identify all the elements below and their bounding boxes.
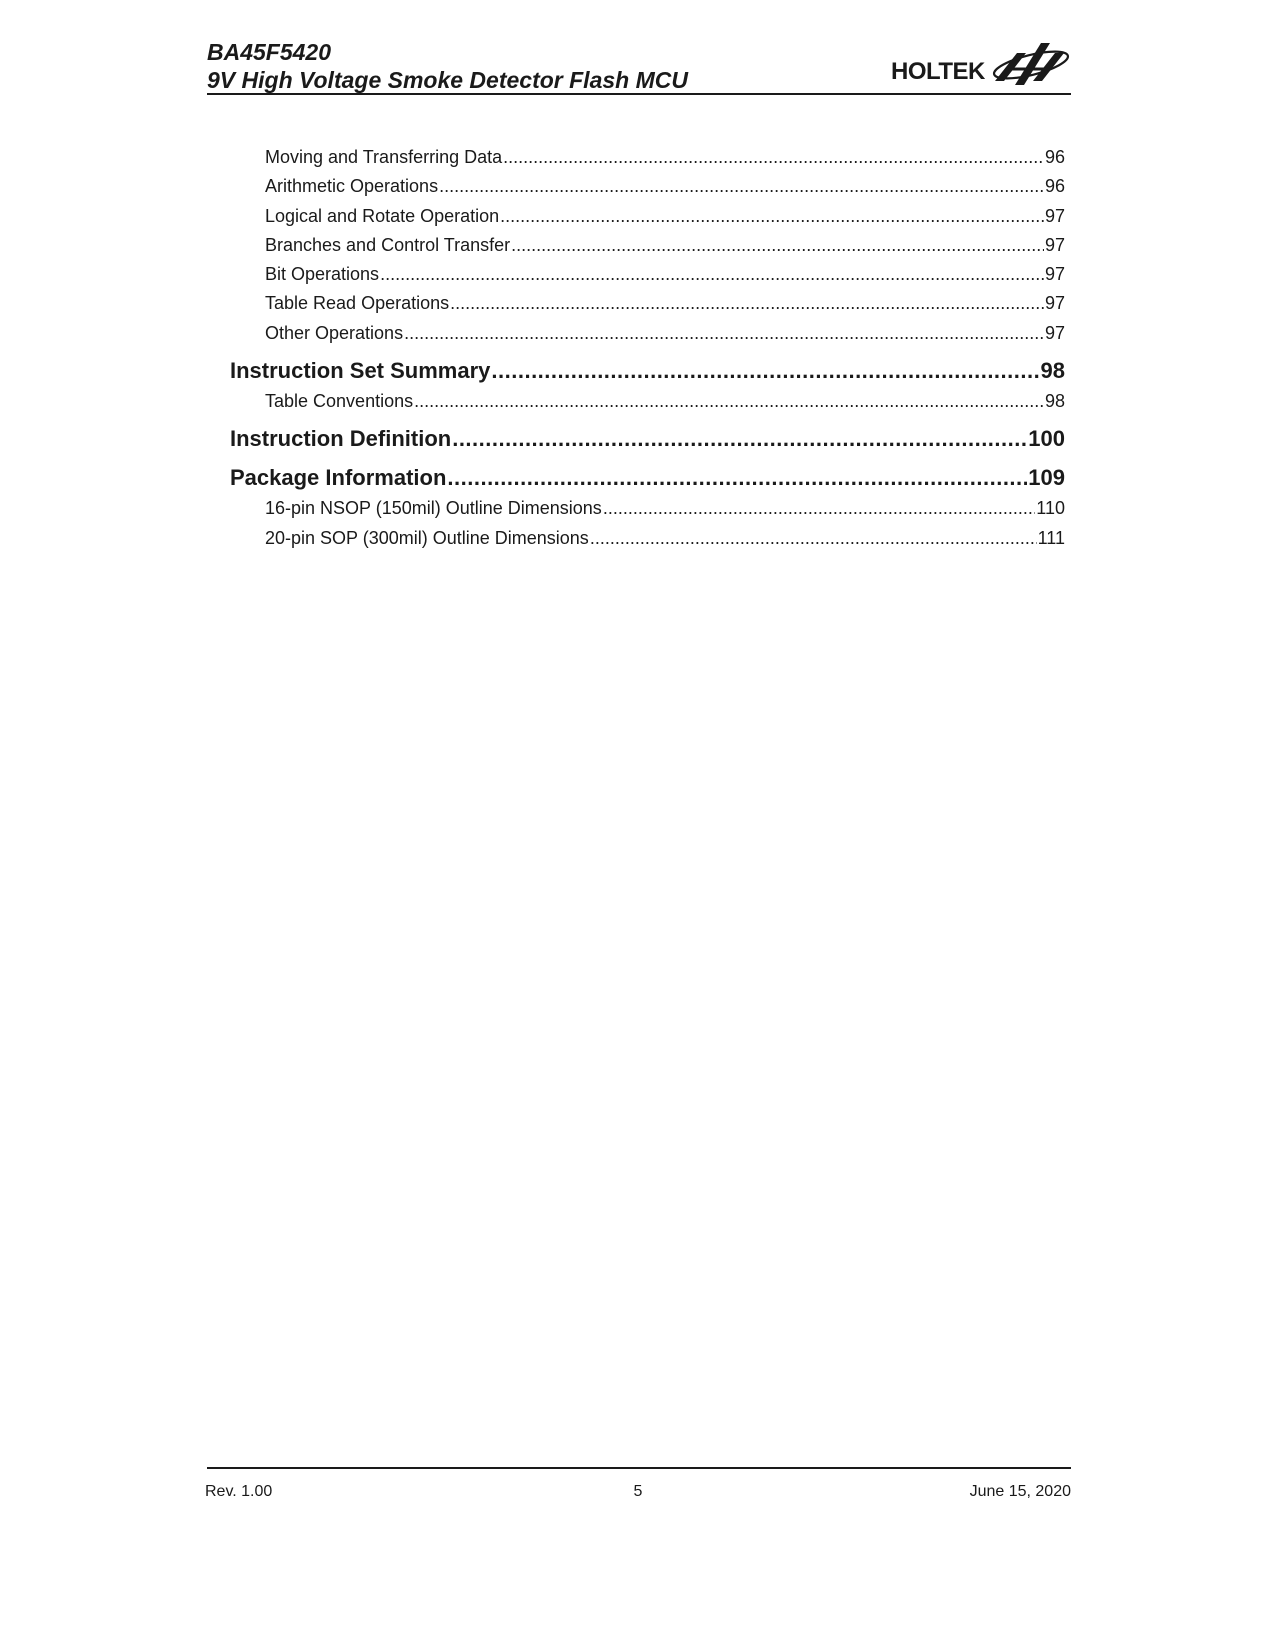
toc-subsection-entry[interactable] (230, 319, 1065, 348)
document-title: BA45F5420 (207, 39, 332, 65)
toc-entry-label: Moving and Transferring Data (265, 147, 503, 167)
toc-entry-page: 98 (1044, 391, 1065, 412)
toc-dot-leader (447, 462, 1027, 494)
toc-entry-label: Table Conventions (265, 391, 414, 412)
toc-entry-page: 97 (1044, 322, 1065, 343)
toc-entry-label: Bit Operations (265, 264, 380, 285)
toc-subsection-entry[interactable] (230, 143, 1065, 172)
toc-entry-page: 97 (1044, 234, 1065, 255)
table-of-contents (230, 143, 1065, 553)
toc-entry-page: 96 (1044, 147, 1065, 167)
toc-entry-label: Instruction Set Summary (230, 358, 491, 384)
page-number: 5 (633, 1483, 643, 1500)
toc-entry-label: Branches and Control Transfer (265, 234, 511, 255)
page-header (207, 38, 1071, 96)
toc-dot-leader (503, 143, 1044, 172)
toc-entry-page: 98 (1040, 358, 1065, 384)
toc-dot-leader (452, 423, 1027, 455)
toc-entry-label: Other Operations (265, 322, 404, 343)
toc-entry-page: 97 (1044, 264, 1065, 285)
toc-subsection-entry[interactable] (230, 494, 1065, 523)
toc-entry-label: Package Information (230, 465, 447, 491)
toc-dot-leader (414, 387, 1044, 416)
toc-section-entry[interactable] (230, 423, 1065, 455)
toc-section-entry[interactable] (230, 355, 1065, 387)
holtek-logo-graphic (891, 29, 1071, 91)
toc-entry-page: 111 (1037, 527, 1065, 548)
toc-entry-label: Arithmetic Operations (265, 176, 439, 197)
toc-entry-page: 110 (1036, 498, 1065, 519)
toc-subsection-entry[interactable] (230, 202, 1065, 231)
toc-entry-page: 97 (1044, 293, 1065, 314)
revision-label: Rev. 1.00 (205, 1483, 273, 1500)
toc-dot-leader (511, 231, 1044, 260)
toc-entry-label: 16-pin NSOP (150mil) Outline Dimensions (265, 498, 602, 519)
header-titles (207, 38, 688, 94)
toc-dot-leader (380, 260, 1044, 289)
page-footer (205, 1480, 1071, 1504)
toc-entry-label: 20-pin SOP (300mil) Outline Dimensions (265, 527, 589, 548)
header-rule (207, 93, 1071, 95)
toc-entry-page: 97 (1044, 205, 1065, 226)
document-subtitle: 9V High Voltage Smoke Detector Flash MCU (207, 67, 688, 93)
toc-dot-leader (590, 524, 1037, 553)
logo-wordmark: HOLTEK (891, 58, 985, 85)
toc-entry-page: 100 (1028, 426, 1065, 452)
footer-rule (207, 1467, 1071, 1469)
holtek-logo (891, 29, 1071, 91)
toc-section-entry[interactable] (230, 462, 1065, 494)
toc-subsection-entry[interactable] (230, 524, 1065, 553)
toc-entry-page: 96 (1044, 176, 1065, 197)
toc-entry-label: Instruction Definition (230, 426, 452, 452)
toc-dot-leader (500, 202, 1044, 231)
toc-subsection-entry[interactable] (230, 289, 1065, 318)
toc-dot-leader (404, 319, 1044, 348)
toc-entry-page: 109 (1028, 465, 1065, 491)
toc-entry-label: Logical and Rotate Operation (265, 205, 500, 226)
toc-subsection-entry[interactable] (230, 231, 1065, 260)
toc-dot-leader (439, 172, 1044, 201)
toc-dot-leader (491, 355, 1039, 387)
toc-dot-leader (450, 289, 1044, 318)
toc-subsection-entry[interactable] (230, 172, 1065, 201)
date-label: June 15, 2020 (969, 1483, 1071, 1500)
toc-entry-label: Table Read Operations (265, 293, 450, 314)
toc-subsection-entry[interactable] (230, 260, 1065, 289)
logo-emblem-icon (992, 43, 1071, 85)
toc-subsection-entry[interactable] (230, 387, 1065, 416)
toc-dot-leader (603, 494, 1035, 523)
